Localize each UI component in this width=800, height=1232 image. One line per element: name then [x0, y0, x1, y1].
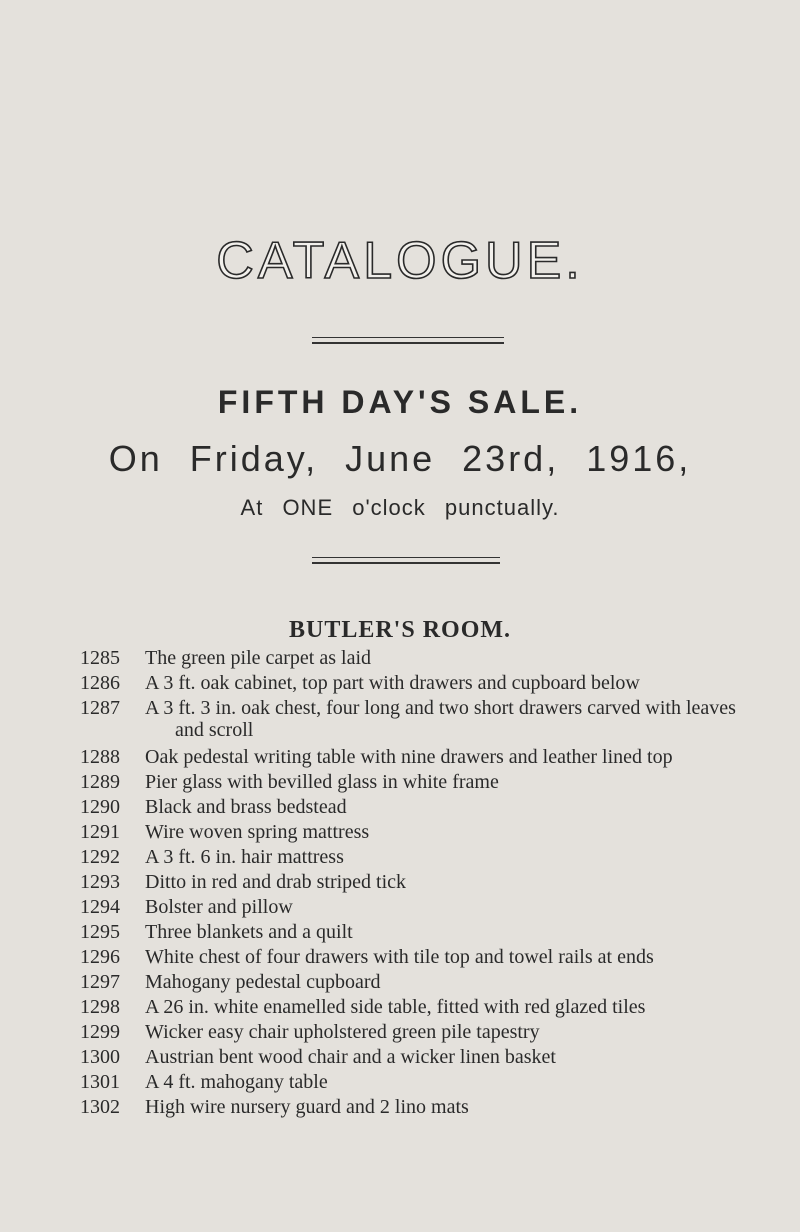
sale-date: On Friday, June 23rd, 1916,	[108, 438, 692, 479]
lot-number: 1295	[80, 921, 120, 943]
lot-number: 1297	[80, 971, 120, 993]
lot-number: 1301	[80, 1071, 120, 1093]
lot-description-line: A 3 ft. 3 in. oak chest, four long and two short drawers carved with leaves	[145, 697, 736, 719]
lot-number: 1292	[80, 846, 120, 868]
lot-description: Austrian bent wood chair and a wicker linen basket	[145, 1046, 556, 1068]
room-heading: BUTLER'S ROOM.	[288, 617, 512, 643]
lot-description-continuation: and scroll	[175, 719, 254, 741]
sale-time: At ONE o'clock punctually.	[240, 495, 560, 520]
lot-number: 1286	[80, 672, 120, 694]
time-rule-top	[312, 557, 500, 558]
lot-description: A 26 in. white enamelled side table, fitted with red glazed tiles	[145, 996, 646, 1018]
lot-number: 1299	[80, 1021, 120, 1043]
lot-description: A 3 ft. oak cabinet, top part with drawers and cupboard below	[145, 672, 640, 694]
lot-number: 1296	[80, 946, 120, 968]
lot-number: 1285	[80, 647, 120, 669]
lot-description: Wire woven spring mattress	[145, 821, 370, 843]
lot-description: Mahogany pedestal cupboard	[145, 971, 381, 993]
lot-description: Oak pedestal writing table with nine drawers and leather lined top	[145, 746, 673, 768]
lot-number: 1289	[80, 771, 120, 793]
lot-number: 1300	[80, 1046, 120, 1068]
time-rule-bottom	[312, 562, 500, 564]
lot-number: 1290	[80, 796, 120, 818]
lot-description: Wicker easy chair upholstered green pile tapestry	[145, 1021, 540, 1043]
lot-description: Ditto in red and drab striped tick	[145, 871, 407, 893]
lot-description: Black and brass bedstead	[145, 796, 347, 818]
lot-description: Pier glass with bevilled glass in white frame	[145, 771, 499, 793]
lot-description: High wire nursery guard and 2 lino mats	[145, 1096, 469, 1118]
lot-number: 1294	[80, 896, 120, 918]
lot-number: 1293	[80, 871, 120, 893]
lot-description: The green pile carpet as laid	[145, 647, 371, 669]
lot-number: 1302	[80, 1096, 120, 1118]
title-rule-bottom	[312, 342, 504, 344]
lot-description: A 4 ft. mahogany table	[145, 1071, 328, 1093]
lot-description: Three blankets and a quilt	[145, 921, 353, 943]
lot-description	[145, 697, 785, 741]
sale-title: FIFTH DAY'S SALE.	[217, 384, 583, 420]
title-rule-top	[312, 337, 504, 338]
lot-description: Bolster and pillow	[145, 896, 293, 918]
lot-description: White chest of four drawers with tile top and towel rails at ends	[145, 946, 654, 968]
catalogue-title: CATALOGUE.	[216, 232, 584, 290]
lot-number: 1291	[80, 821, 120, 843]
lot-number: 1288	[80, 746, 120, 768]
lot-description: A 3 ft. 6 in. hair mattress	[145, 846, 344, 868]
lot-number: 1287	[80, 697, 120, 719]
lot-number: 1298	[80, 996, 120, 1018]
